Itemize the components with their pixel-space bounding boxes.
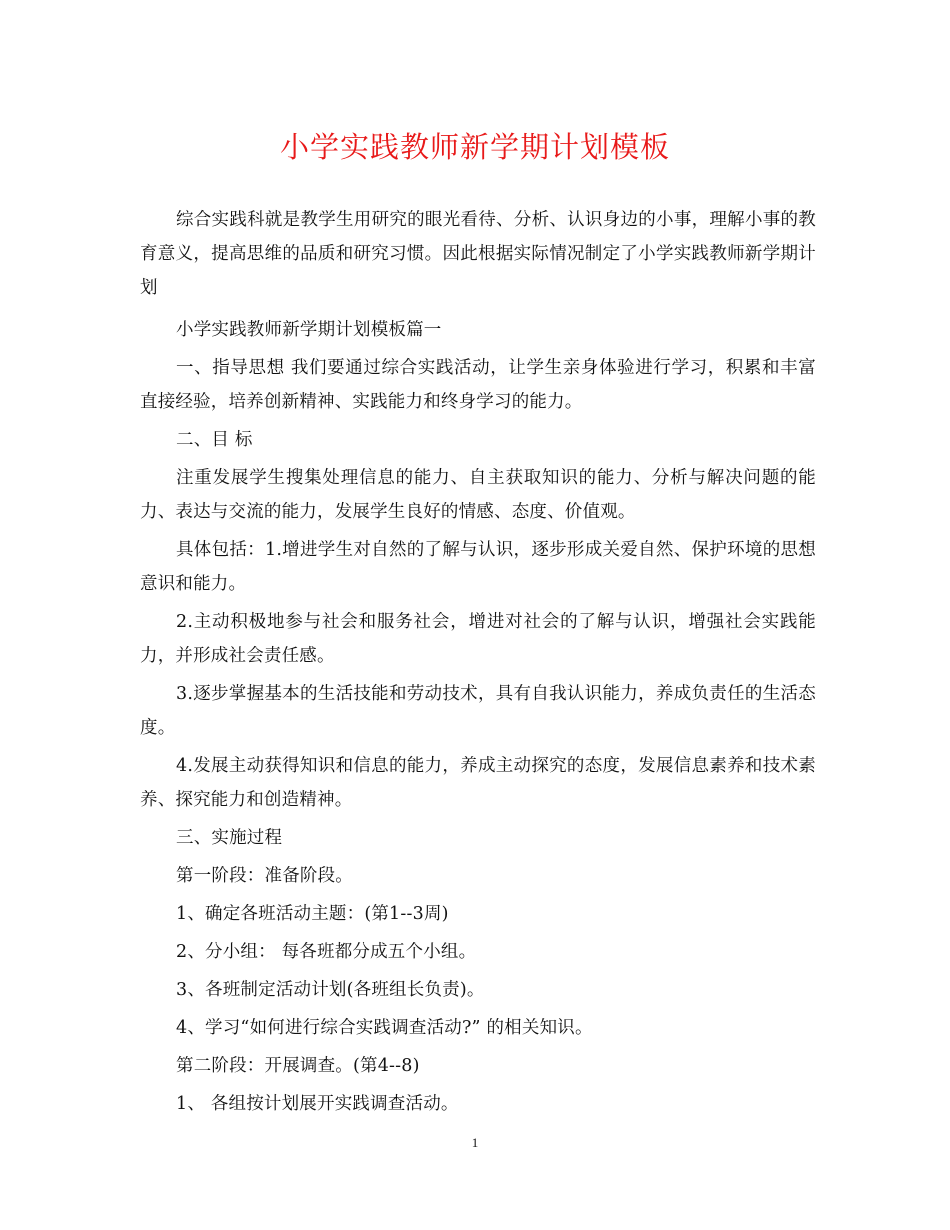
list-item: 4、学习“如何进行综合实践调查活动?” 的相关知识。: [176, 1018, 593, 1038]
page-number: 1: [471, 1135, 479, 1150]
paragraph-stage-1: 第一阶段：准备阶段。: [176, 866, 353, 886]
list-item: 2、分小组： 每各班都分成五个小组。: [176, 942, 477, 962]
paragraph-intro: 综合实践科就是教学生用研究的眼光看待、分析、认识身边的小事，理解小事的教育意义，提高思维的品质和研究习惯。因此根据实际情况制定了小学实践教师新学期计划: [140, 210, 816, 298]
list-item: 1、 各组按计划展开实践调查活动。: [176, 1094, 459, 1114]
list-item: 1、确定各班活动主题：(第1--3周): [176, 904, 449, 924]
paragraph-goal-1: 具体包括：1.增进学生对自然的了解与认识，逐步形成关爱自然、保护环境的思想意识和能力。: [140, 540, 816, 594]
paragraph-goal-3: 3.逐步掌握基本的生活技能和劳动技术，具有自我认识能力，养成负责任的生活态度。: [140, 684, 816, 738]
paragraph-goal-4: 4.发展主动获得知识和信息的能力，养成主动探究的态度，发展信息素养和技术素养、探究能力和创造精神。: [140, 756, 816, 810]
heading-implementation: 三、实施过程: [176, 828, 283, 848]
paragraph-stage-2: 第二阶段：开展调查。(第4--8): [176, 1056, 420, 1076]
paragraph-subtitle: 小学实践教师新学期计划模板篇一: [176, 320, 442, 340]
document-body: [140, 203, 816, 1125]
paragraph-goal-2: 2.主动积极地参与社会和服务社会，增进对社会的了解与认识，增强社会实践能力，并形成社会责任感。: [140, 612, 816, 666]
paragraph-goals: 注重发展学生搜集处理信息的能力、自主获取知识的能力、分析与解决问题的能力、表达与交流的能力，发展学生良好的情感、态度、价值观。: [140, 468, 816, 522]
list-item: 3、各班制定活动计划(各班组长负责)。: [176, 980, 485, 1000]
heading-goals: 二、目 标: [176, 430, 253, 450]
paragraph-guiding-thought: 一、指导思想 我们要通过综合实践活动，让学生亲身体验进行学习，积累和丰富直接经验，培养创新精神、实践能力和终身学习的能力。: [140, 358, 816, 412]
document-title: 小学实践教师新学期计划模板: [279, 130, 670, 164]
